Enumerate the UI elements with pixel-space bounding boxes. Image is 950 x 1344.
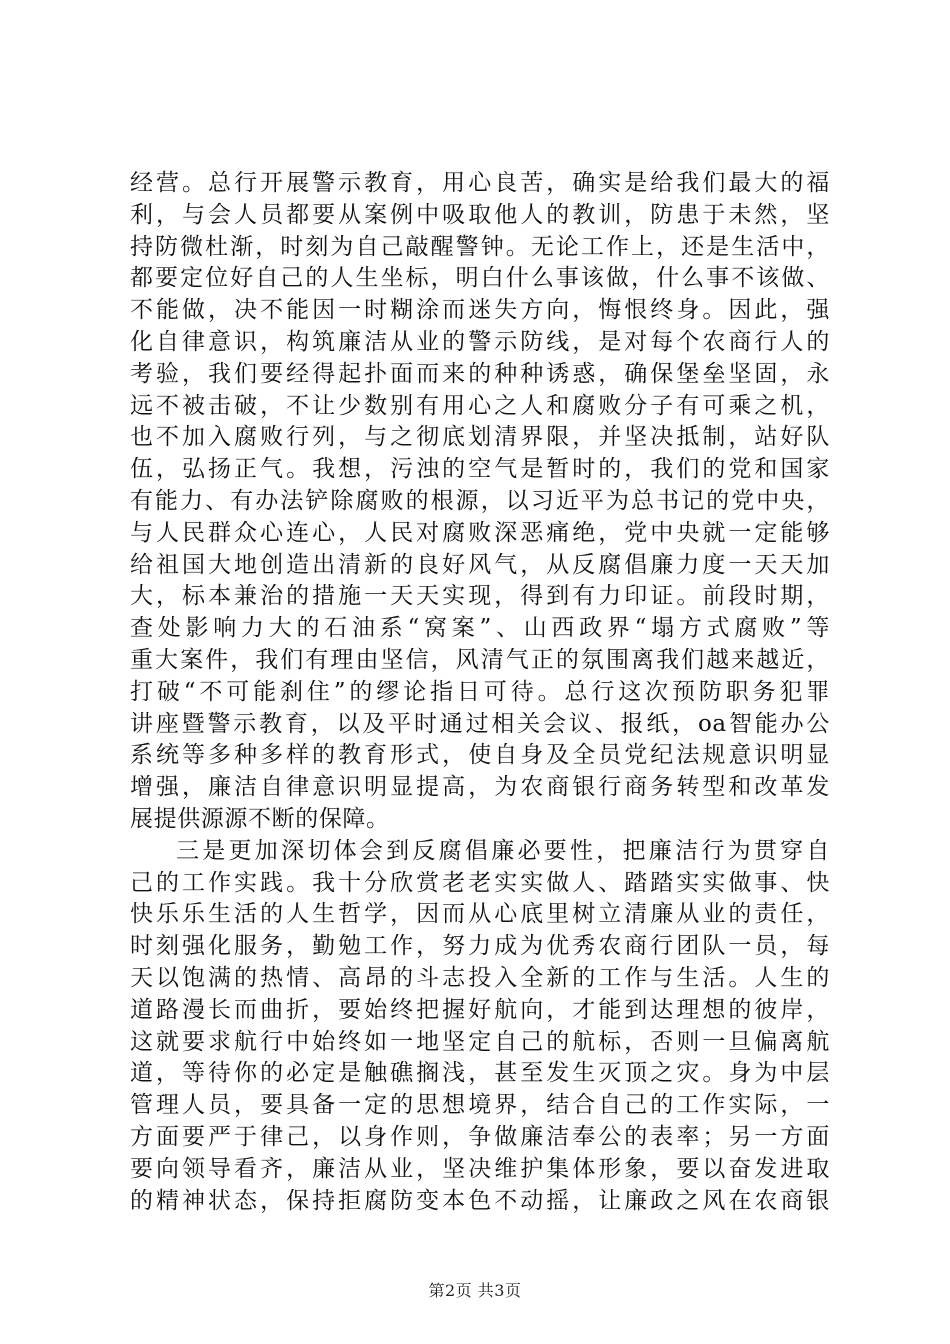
paragraph-1 [130,168,830,836]
text-line: 系统等多种多样的教育形式，使自身及全员党纪法规意识明显 [130,742,830,769]
text-line: 时刻强化服务，勤勉工作，努力成为优秀农商行团队一员，每 [130,933,830,960]
page-number: 第2页 共3页 [428,1281,522,1300]
text-line: 不能做，决不能因一时糊涂而迷失方向，悔恨终身。因此，强 [130,297,830,324]
text-line: 重大案件，我们有理由坚信，风清气正的氛围离我们越来越近， [130,646,830,673]
text-line: 与人民群众心连心，人民对腐败深恶痛绝，党中央就一定能够 [130,519,830,546]
text-line: 伍，弘扬正气。我想，污浊的空气是暂时的，我们的党和国家 [130,456,830,483]
text-line: 打破“不可能刹住”的缪论指日可待。总行这次预防职务犯罪 [130,678,830,705]
text-line: 有能力、有办法铲除腐败的根源，以习近平为总书记的党中央， [130,487,830,514]
text-line: 道，等待你的必定是触礁搁浅，甚至发生灭顶之灾。身为中层 [130,1060,830,1087]
text-line: 讲座暨警示教育，以及平时通过相关会议、报纸，oa智能办公 [130,710,830,737]
text-line: 道路漫长而曲折，要始终把握好航向，才能到达理想的彼岸， [130,996,830,1023]
page-footer [0,1281,950,1301]
text-line: 三是更加深切体会到反腐倡廉必要性，把廉洁行为贯穿自 [176,837,830,864]
text-line: 经营。总行开展警示教育，用心良苦，确实是给我们最大的福 [130,170,830,196]
text-line: 要向领导看齐，廉洁从业，坚决维护集体形象，要以奋发进取 [130,1155,830,1182]
body-text [130,168,830,1217]
text-line: 方面要严于律己，以身作则，争做廉洁奉公的表率；另一方面 [130,1123,830,1150]
text-line: 查处影响力大的石油系“窝案”、山西政界“塌方式腐败”等 [130,615,830,642]
text-line: 己的工作实践。我十分欣赏老老实实做人、踏踏实实做事、快 [130,869,830,896]
text-line: 也不加入腐败行列，与之彻底划清界限，并坚决抵制，站好队 [130,424,830,451]
text-line: 天以饱满的热情、高昂的斗志投入全新的工作与生活。人生的 [130,964,830,991]
text-line: 给祖国大地创造出清新的良好风气，从反腐倡廉力度一天天加 [130,551,830,578]
text-line: 大，标本兼治的措施一天天实现，得到有力印证。前段时期， [130,583,830,610]
text-line: 的精神状态，保持拒腐防变本色不动摇，让廉政之风在农商银 [130,1187,830,1214]
text-line: 这就要求航行中始终如一地坚定自己的航标，否则一旦偏离航 [130,1028,830,1055]
paragraph-2 [130,836,830,1218]
text-line: 增强，廉洁自律意识明显提高，为农商银行商务转型和改革发 [130,774,830,801]
text-line: 持防微杜渐，时刻为自己敲醒警钟。无论工作上，还是生活中， [130,233,830,260]
text-line: 化自律意识，构筑廉洁从业的警示防线，是对每个农商行人的 [130,328,830,355]
text-line: 考验，我们要经得起扑面而来的种种诱惑，确保堡垒坚固，永 [130,360,830,387]
text-line: 管理人员，要具备一定的思想境界，结合自己的工作实际，一 [130,1092,830,1119]
text-line: 都要定位好自己的人生坐标，明白什么事该做，什么事不该做、 [130,265,830,292]
text-line: 快乐乐生活的人生哲学，因而从心底里树立清廉从业的责任， [130,901,830,928]
text-line: 利，与会人员都要从案例中吸取他人的教训，防患于未然，坚 [130,201,830,228]
text-line: 展提供源源不断的保障。 [130,805,390,832]
text-line: 远不被击破，不让少数别有用心之人和腐败分子有可乘之机， [130,392,830,419]
